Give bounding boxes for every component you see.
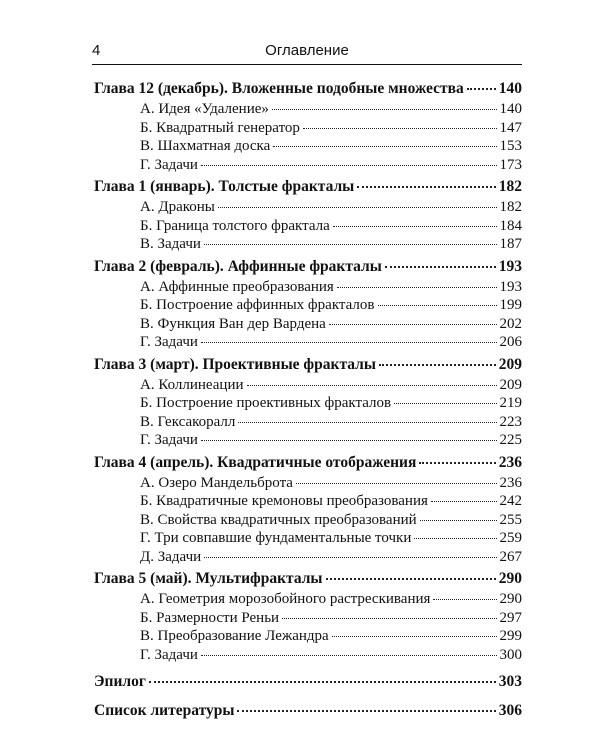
toc-entry-page: 267 <box>499 548 522 565</box>
dot-leader <box>201 165 497 166</box>
toc-entry-title: А. Озеро Мандельброта <box>140 474 293 491</box>
toc-entry-page: 206 <box>499 334 522 350</box>
toc-section-12a <box>94 101 522 120</box>
dot-leader <box>419 462 495 464</box>
toc-entry-title: Д. Задачи <box>140 548 202 565</box>
dot-leader <box>201 655 497 656</box>
toc-section-3d <box>94 432 522 451</box>
toc-entry-title: Г. Задачи <box>140 334 198 350</box>
toc-entry-page: 225 <box>499 432 522 448</box>
toc-entry-title: Глава 4 (апрель). Квадратичные отображения <box>94 453 417 471</box>
toc-entry-title: Г. Задачи <box>140 156 198 173</box>
header-rule <box>92 64 522 65</box>
toc-entry-title: В. Функция Ван дер Вардена <box>140 315 326 332</box>
toc-section-5c <box>94 628 522 647</box>
dot-leader <box>357 186 495 188</box>
toc-entry-page: 173 <box>499 156 522 173</box>
toc-section-3b <box>94 395 522 414</box>
toc-entry-page: 209 <box>499 376 522 393</box>
toc-entry-page: 236 <box>498 453 522 471</box>
toc-section-5b <box>94 610 522 629</box>
toc-section-3a <box>94 377 522 396</box>
toc-entry-page: 300 <box>499 646 522 663</box>
dot-leader <box>247 385 497 386</box>
toc-section-1a <box>94 199 522 218</box>
dot-leader <box>433 599 496 600</box>
toc-entry-page: 147 <box>499 119 522 136</box>
toc-chapter-2 <box>94 258 522 279</box>
toc-entry-page: 290 <box>499 591 522 607</box>
toc-entry-title: Г. Три совпавшие фундаментальные точки <box>140 530 412 546</box>
toc-entry-page: 140 <box>498 80 522 97</box>
toc-entry-title: Эпилог <box>94 673 146 690</box>
toc-section-5a <box>94 591 522 610</box>
toc-entry-title: А. Идея «Удаление» <box>140 101 269 117</box>
dot-leader <box>467 88 496 90</box>
toc-section-4d <box>94 530 522 549</box>
dot-leader <box>394 403 496 404</box>
toc-entry-title: Глава 5 (май). Мультифракталы <box>94 570 323 587</box>
page-number: 4 <box>92 42 101 59</box>
toc-epilogue <box>94 673 522 694</box>
toc-section-4e <box>94 549 522 568</box>
dot-leader <box>204 557 496 558</box>
dot-leader <box>385 266 496 268</box>
dot-leader <box>431 501 497 502</box>
page-title: Оглавление <box>265 42 349 59</box>
toc-entry-title: Б. Квадратный генератор <box>140 119 300 136</box>
page-header <box>92 40 522 64</box>
toc-entry-title: Б. Квадратичные кремоновы преобразования <box>140 493 428 509</box>
table-of-contents <box>94 80 522 723</box>
toc-entry-page: 242 <box>499 493 522 509</box>
toc-entry-page: 306 <box>498 702 522 719</box>
toc-section-2a <box>94 279 522 298</box>
toc-entry-title: А. Геометрия морозобойного растрескивания <box>140 591 431 607</box>
toc-entry-title: Г. Задачи <box>140 646 198 663</box>
toc-entry-page: 182 <box>498 178 522 195</box>
toc-section-12b <box>94 120 522 139</box>
dot-leader <box>238 422 496 423</box>
toc-references <box>94 702 522 723</box>
toc-entry-page: 199 <box>499 297 522 313</box>
toc-entry-title: В. Свойства квадратичных преобразований <box>140 511 417 528</box>
toc-entry-title: В. Преобразование Лежандра <box>140 628 329 644</box>
toc-entry-page: 193 <box>498 257 522 275</box>
dot-leader <box>333 226 497 227</box>
toc-entry-page: 209 <box>498 355 522 373</box>
toc-entry-page: 182 <box>499 199 522 215</box>
dot-leader <box>296 483 497 484</box>
dot-leader <box>218 207 497 208</box>
dot-leader <box>378 305 497 306</box>
dot-leader <box>379 364 496 366</box>
toc-entry-page: 184 <box>499 217 522 234</box>
toc-entry-page: 299 <box>499 628 522 644</box>
dot-leader <box>414 538 496 539</box>
toc-entry-title: Б. Построение проективных фракталов <box>140 395 392 411</box>
toc-section-2b <box>94 297 522 316</box>
toc-entry-title: А. Аффинные преобразования <box>140 278 334 295</box>
toc-section-12c <box>94 138 522 157</box>
toc-section-4a <box>94 475 522 494</box>
toc-entry-title: В. Шахматная доска <box>140 138 271 154</box>
toc-section-2c <box>94 316 522 335</box>
toc-entry-page: 255 <box>499 511 522 528</box>
toc-section-12d <box>94 157 522 176</box>
dot-leader <box>329 324 497 325</box>
dot-leader <box>149 681 496 683</box>
toc-entry-page: 202 <box>499 315 522 332</box>
toc-chapter-5 <box>94 570 522 591</box>
dot-leader <box>272 109 497 110</box>
toc-entry-title: В. Гексакоралл <box>140 413 236 430</box>
toc-section-1b <box>94 218 522 237</box>
toc-section-5d <box>94 647 522 666</box>
dot-leader <box>332 636 497 637</box>
toc-entry-page: 297 <box>499 609 522 626</box>
toc-entry-title: Глава 3 (март). Проективные фракталы <box>94 355 376 373</box>
toc-chapter-12 <box>94 80 522 101</box>
dot-leader <box>282 618 496 619</box>
dot-leader <box>420 520 497 521</box>
dot-leader <box>337 287 497 288</box>
toc-entry-page: 153 <box>499 138 522 154</box>
toc-entry-page: 290 <box>498 570 522 587</box>
toc-section-4c <box>94 512 522 531</box>
toc-entry-title: Б. Размерности Реньи <box>140 609 280 626</box>
toc-chapter-1 <box>94 178 522 199</box>
toc-entry-title: Г. Задачи <box>140 432 198 448</box>
dot-leader <box>204 244 497 245</box>
toc-chapter-3 <box>94 356 522 377</box>
toc-entry-page: 223 <box>499 413 522 430</box>
dot-leader <box>201 440 497 441</box>
dot-leader <box>303 128 497 129</box>
toc-entry-title: Б. Граница толстого фрактала <box>140 217 330 234</box>
toc-section-1c <box>94 236 522 255</box>
dot-leader <box>273 146 496 147</box>
toc-section-4b <box>94 493 522 512</box>
toc-chapter-4 <box>94 454 522 475</box>
toc-entry-page: 193 <box>499 278 522 295</box>
toc-entry-title: В. Задачи <box>140 236 201 252</box>
toc-entry-title: А. Коллинеации <box>140 376 244 393</box>
dot-leader <box>237 710 495 712</box>
toc-entry-title: Глава 2 (февраль). Аффинные фракталы <box>94 257 382 275</box>
dot-leader <box>326 578 496 580</box>
toc-entry-title: Глава 1 (январь). Толстые фракталы <box>94 178 355 195</box>
toc-entry-title: Список литературы <box>94 702 235 719</box>
toc-entry-page: 140 <box>499 101 522 117</box>
toc-entry-page: 219 <box>499 395 522 411</box>
toc-entry-page: 187 <box>499 236 522 252</box>
toc-entry-title: А. Драконы <box>140 199 215 215</box>
toc-section-2d <box>94 334 522 353</box>
dot-leader <box>201 342 497 343</box>
toc-entry-title: Б. Построение аффинных фракталов <box>140 297 375 313</box>
toc-section-3c <box>94 414 522 433</box>
toc-entry-page: 303 <box>498 673 522 690</box>
toc-entry-page: 236 <box>499 474 522 491</box>
toc-entry-page: 259 <box>499 530 522 546</box>
toc-entry-title: Глава 12 (декабрь). Вложенные подобные множества <box>94 80 464 97</box>
